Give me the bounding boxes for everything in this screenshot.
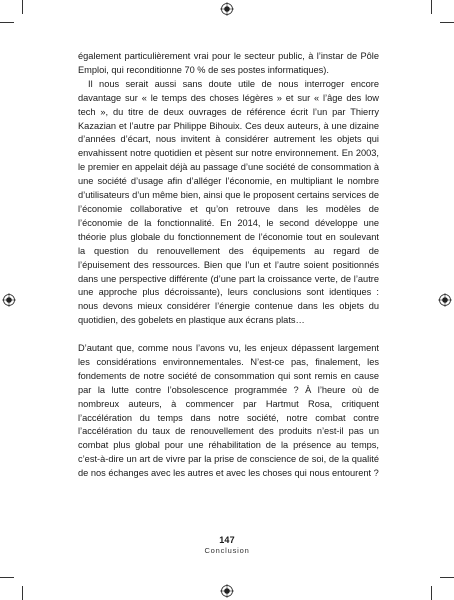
paragraph-low-tech: Il nous serait aussi sans doute utile de nous interroger encore davantage sur « le temps des choses légères » et sur « l’âge des low tech », du titre de deux ouvrages de référence écrit l’un par Thierry Kazazian et l’autre par Philippe Bihouix. Ces deux auteurs, à une dizaine d’années d’écart, nous invitent à considérer autrement les objets qui envahissent notre quotidien et pèsent sur notre environnement. En 2003, le premier en appelait déjà au passage d’une société de consommation à une société d’usage afin d’alléger l’économie, en multipliant le nombre d’utilisateurs d’un même bien, ainsi que le proposent certains services de l’économie collaborative et qu’on retrouve dans les modèles de l’économie de la fonctionnalité. En 2014, le second développe une théorie plus globale du fonctionnement de l’économie tout en soulevant la question du renouvellement des équipements au regard de l’épuisement des ressources. Bien que l’un et l’autre soient positionnés dans une perspective différente (d’une part la croissance verte, de l’autre une approche plus décroissante), leurs conclusions sont identiques : nous devons mieux considérer l’énergie contenue dans les objets du quotidien, des gobelets en plastique aux écrans plats… bbox=[78, 78, 379, 326]
crop-mark-icon bbox=[22, 0, 23, 14]
crop-mark-icon bbox=[22, 586, 23, 600]
registration-target-icon bbox=[220, 2, 234, 16]
registration-target-icon bbox=[438, 293, 452, 307]
crop-mark-icon bbox=[440, 22, 454, 23]
paragraph-continuation: également particulièrement vrai pour le secteur public, à l’instar de Pôle Emploi, qui reconditionne 70 % de ses postes informatiques). bbox=[78, 51, 379, 75]
crop-mark-icon bbox=[431, 586, 432, 600]
registration-target-icon bbox=[2, 293, 16, 307]
crop-mark-icon bbox=[431, 0, 432, 14]
page-number: 147 bbox=[219, 535, 235, 545]
crop-mark-icon bbox=[440, 577, 454, 578]
crop-mark-icon bbox=[0, 577, 14, 578]
registration-target-icon bbox=[220, 584, 234, 598]
running-footer-title: Conclusion bbox=[204, 546, 250, 555]
crop-mark-icon bbox=[0, 22, 14, 23]
paragraph-conclusion: D’autant que, comme nous l’avons vu, les enjeux dépassent largement les considérations environnementales. N’est-ce pas, finalement, les fondements de notre société de consommation qui sont remis en cause par la lutte contre l’obsolescence programmée ? À l’heure où de nombreux auteurs, à commencer par Hartmut Rosa, critiquent l’accélération du temps dans notre société, notre combat contre l’accélération du taux de renouvellement des produits n’est-il pas un combat plus global pour une réhabilitation de la présence au temps, c’est-à-dire un art de vivre par la prise de conscience de soi, de la qualité de nos échanges avec les autres et avec les choses qui nous entourent ? bbox=[78, 343, 379, 479]
body-text bbox=[78, 50, 379, 481]
